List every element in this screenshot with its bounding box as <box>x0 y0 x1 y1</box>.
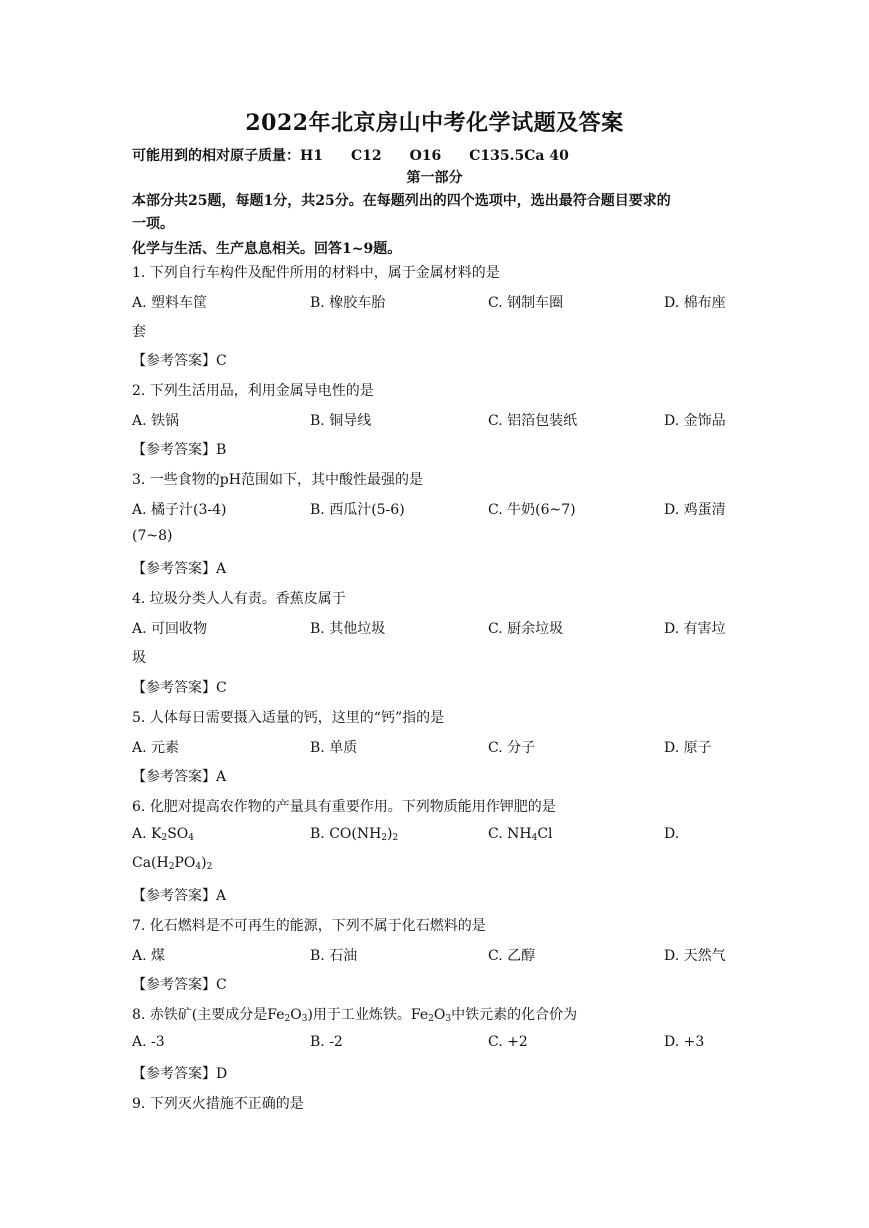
question-1-stem: 1. 下列自行车构件及配件所用的材料中，属于金属材料的是 <box>132 265 500 281</box>
q4-answer <box>132 677 227 697</box>
answer-label: 【参考答案】 <box>132 353 216 369</box>
q3-option-a: A. 橘子汁(3-4) <box>132 502 227 518</box>
q3-option-d: D. 鸡蛋清 <box>664 502 726 518</box>
question-3-stem: 3. 一些食物的pH范围如下，其中酸性最强的是 <box>132 472 423 488</box>
answer-value: A <box>216 561 227 577</box>
q1-answer <box>132 350 227 370</box>
q4-option-d: D. 有害垃 <box>664 621 726 637</box>
section-note: 化学与生活、生产息息相关。回答1~9题。 <box>132 241 402 257</box>
q2-option-b: B. 铜导线 <box>310 413 372 429</box>
answer-value: A <box>216 888 227 904</box>
part-heading: 第一部分 <box>406 170 463 186</box>
q1-option-c: C. 钢制车圈 <box>488 295 564 311</box>
answer-label: 【参考答案】 <box>132 977 216 993</box>
q8-option-d: D. +3 <box>664 1034 705 1050</box>
atomic-masses: 可能用到的相对原子质量：H1 C12 O16 C135.5Ca 40 <box>132 148 569 164</box>
q4-option-c: C. 厨余垃圾 <box>488 621 564 637</box>
answer-label: 【参考答案】 <box>132 561 216 577</box>
q2-option-c: C. 铝箔包装纸 <box>488 413 578 429</box>
question-4-stem: 4. 垃圾分类人人有责。香蕉皮属于 <box>132 591 346 607</box>
instructions-line-1: 本部分共25题，每题1分，共25分。在每题列出的四个选项中，选出最符合题目要求的 <box>132 193 671 209</box>
answer-label: 【参考答案】 <box>132 442 216 458</box>
q8-option-a: A. -3 <box>132 1034 165 1050</box>
answer-value: A <box>216 769 227 785</box>
q5-option-a: A. 元素 <box>132 740 180 756</box>
q4-option-b: B. 其他垃圾 <box>310 621 386 637</box>
answer-value: C <box>216 977 227 993</box>
q4-option-a: A. 可回收物 <box>132 621 208 637</box>
question-5-stem: 5. 人体每日需要摄入适量的钙，这里的“钙”指的是 <box>132 710 445 726</box>
q6-option-d: D. <box>664 826 680 842</box>
question-6-stem: 6. 化肥对提高农作物的产量具有重要作用。下列物质能用作钾肥的是 <box>132 799 556 815</box>
q7-answer <box>132 974 227 994</box>
answer-value: B <box>216 442 227 458</box>
q1-option-d: D. 棉布座 <box>664 295 726 311</box>
q6-option-c: C. $NH_4Cl$ <box>488 826 553 843</box>
answer-value: C <box>216 680 227 696</box>
q8-option-b: B. -2 <box>310 1034 343 1050</box>
q5-option-d: D. 原子 <box>664 740 712 756</box>
question-9-stem: 9. 下列灭火措施不正确的是 <box>132 1096 304 1112</box>
answer-label: 【参考答案】 <box>132 769 216 785</box>
answer-value: C <box>216 353 227 369</box>
q3-answer <box>132 558 226 578</box>
q7-option-c: C. 乙醇 <box>488 948 536 964</box>
q6-option-a: A. $K_2SO_4$ <box>132 826 195 843</box>
question-7-stem: 7. 化石燃料是不可再生的能源，下列不属于化石燃料的是 <box>132 918 486 934</box>
q7-option-b: B. 石油 <box>310 948 358 964</box>
q1-option-b: B. 橡胶车胎 <box>310 295 386 311</box>
page-title: 2022年北京房山中考化学试题及答案 <box>245 110 624 136</box>
answer-label: 【参考答案】 <box>132 680 216 696</box>
q1-option-a: A. 塑料车筐 <box>132 295 208 311</box>
q5-option-b: B. 单质 <box>310 740 358 756</box>
q4-option-d-cont: 圾 <box>132 650 146 666</box>
q2-answer <box>132 439 226 459</box>
q6-option-d-cont: $Ca(H_2PO_4)_2$ <box>132 855 213 872</box>
instructions-line-2: 一项。 <box>132 216 174 232</box>
q8-answer <box>132 1063 227 1083</box>
answer-value: D <box>216 1066 228 1082</box>
question-8-stem: 8. 赤铁矿(主要成分是$Fe_2O_3$)用于工业炼铁。$Fe_2O_3$中铁元素的化合价为 <box>132 1007 578 1024</box>
answer-label: 【参考答案】 <box>132 1066 216 1082</box>
q3-option-d-cont: (7~8) <box>132 528 173 544</box>
q3-option-b: B. 西瓜汁(5-6) <box>310 502 405 518</box>
q5-answer <box>132 766 226 786</box>
answer-label: 【参考答案】 <box>132 888 216 904</box>
q2-option-d: D. 金饰品 <box>664 413 726 429</box>
q3-option-c: C. 牛奶(6~7) <box>488 502 576 518</box>
q7-option-d: D. 天然气 <box>664 948 726 964</box>
q2-option-a: A. 铁锅 <box>132 413 180 429</box>
q6-option-b: B. $CO(NH_2)_2$ <box>310 826 399 843</box>
q1-option-d-cont: 套 <box>132 324 146 340</box>
q8-option-c: C. +2 <box>488 1034 528 1050</box>
q6-answer <box>132 885 226 905</box>
q7-option-a: A. 煤 <box>132 948 166 964</box>
q5-option-c: C. 分子 <box>488 740 536 756</box>
question-2-stem: 2. 下列生活用品，利用金属导电性的是 <box>132 383 374 399</box>
